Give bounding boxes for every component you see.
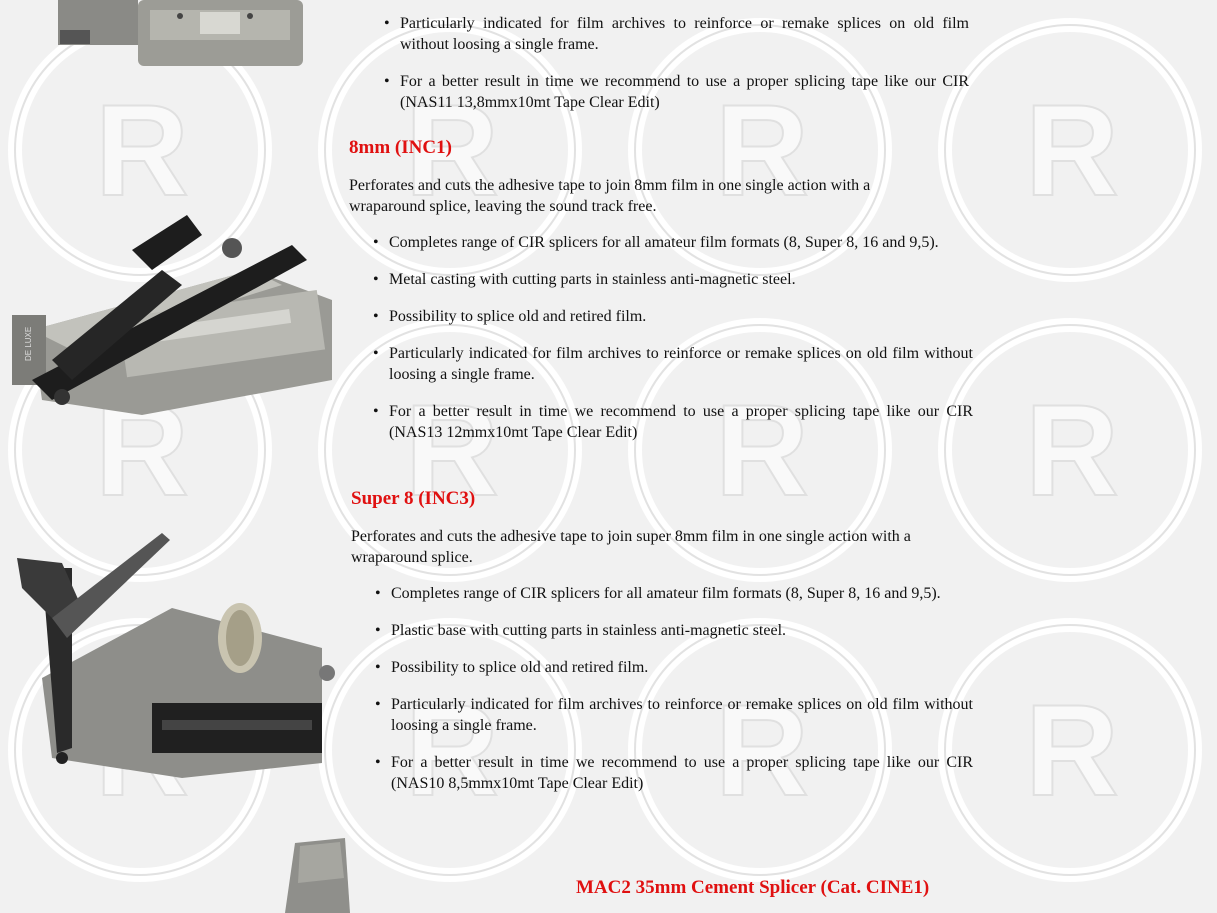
super8-splicer-photo: [12, 528, 342, 783]
inc1-section: [375, 232, 973, 459]
top-bullet-list: [386, 13, 969, 113]
list-item: • Particularly indicated for film archives to reinforce or remake splices on old film without loosing a single frame.: [386, 13, 969, 55]
list-item: • Particularly indicated for film archives to reinforce or remake splices on old film without loosing a single frame.: [375, 343, 973, 385]
8mm-splicer-photo: [12, 210, 342, 420]
section-description-inc1: Perforates and cuts the adhesive tape to join 8mm film in one single action with a wraparound splice, leaving the sound track free.: [349, 177, 871, 215]
cement-splicer-photo: [270, 838, 360, 913]
list-item: • For a better result in time we recommend to use a proper splicing tape like our CIR (NAS10 8,5mmx10mt Tape Clear Edit): [377, 752, 973, 794]
splicer-photo: [50, 0, 310, 70]
section-description-inc3: Perforates and cuts the adhesive tape to join super 8mm film in one single action with a wraparound splice.: [351, 528, 911, 566]
list-item: • Completes range of CIR splicers for all amateur film formats (8, Super 8, 16 and 9,5).: [377, 583, 973, 604]
list-item: • Possibility to splice old and retired film.: [375, 306, 973, 327]
section-title-inc1: 8mm (INC1): [349, 137, 452, 158]
svg-text:DE LUXE: DE LUXE: [24, 326, 33, 361]
inc3-section: [377, 583, 973, 810]
top-section: [386, 13, 969, 129]
section-title-inc3: Super 8 (INC3): [351, 488, 476, 509]
list-item: • Plastic base with cutting parts in stainless anti-magnetic steel.: [377, 620, 973, 641]
inc3-bullet-list: [377, 583, 973, 794]
list-item: • Possibility to splice old and retired film.: [377, 657, 973, 678]
list-item: • Completes range of CIR splicers for all amateur film formats (8, Super 8, 16 and 9,5).: [375, 232, 973, 253]
list-item: • For a better result in time we recommend to use a proper splicing tape like our CIR (NAS11 13,8mmx10mt Tape Clear Edit): [386, 71, 969, 113]
list-item: • Particularly indicated for film archives to reinforce or remake splices on old film without loosing a single frame.: [377, 694, 973, 736]
list-item: • For a better result in time we recommend to use a proper splicing tape like our CIR (NAS13 12mmx10mt Tape Clear Edit): [375, 401, 973, 443]
section-title-mac2: MAC2 35mm Cement Splicer (Cat. CINE1): [576, 877, 930, 898]
list-item: • Metal casting with cutting parts in stainless anti-magnetic steel.: [375, 269, 973, 290]
inc1-bullet-list: [375, 232, 973, 443]
